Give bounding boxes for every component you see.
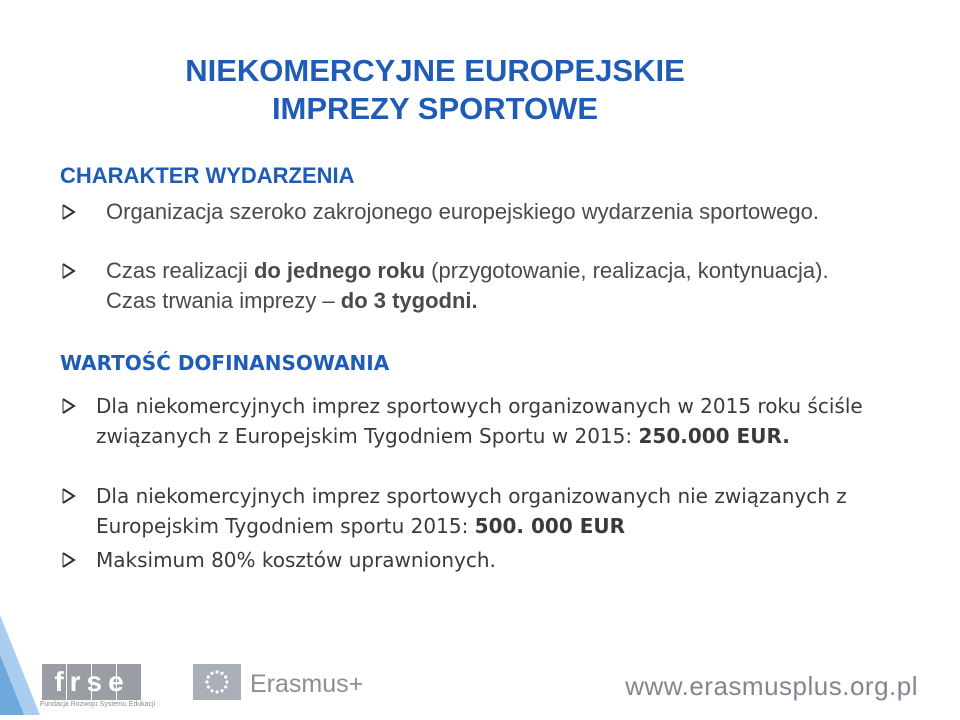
list-item-text: Maksimum 80% kosztów uprawnionych. [96, 548, 496, 572]
arrowhead-bullet-icon [60, 391, 80, 421]
website-url: www.erasmusplus.org.pl [625, 671, 918, 701]
list-item [60, 256, 876, 316]
arrowhead-bullet-icon [60, 481, 80, 511]
list-item [60, 481, 946, 541]
list-item-text: Organizacja szeroko zakrojonego europejskiego wydarzenia sportowego. [106, 199, 819, 224]
list-item-text: Dla niekomercyjnych imprez sportowych organizowanych w 2015 roku ściśle związanych z Europejskim Tygodniem Sportu w 2015: 250.000 EUR. [96, 394, 863, 448]
svg-text:frse: frse [54, 666, 130, 697]
list-item-text: Dla niekomercyjnych imprez sportowych organizowanych nie związanych z Europejskim Tygodniem sportu 2015: 500. 000 EUR [96, 484, 847, 538]
erasmus-plus-label: Erasmus+ [250, 670, 364, 698]
slide-title-line-2: IMPREZY SPORTOWE [271, 91, 599, 126]
slide-title [0, 52, 870, 128]
eu-flag-icon [193, 664, 241, 700]
section-heading-wartosc: WARTOŚĆ DOFINANSOWANIA [60, 351, 390, 375]
list-item-text: Czas realizacji do jednego roku (przygotowanie, realizacja, kontynuacja). Czas trwania imprezy – do 3 tygodni. [106, 258, 829, 313]
arrowhead-bullet-icon [60, 197, 80, 227]
arrowhead-bullet-icon [60, 545, 80, 575]
slide-title-line-1: NIEKOMERCYJNE EUROPEJSKIE [185, 53, 685, 88]
list-item [60, 391, 946, 451]
list-item [60, 545, 946, 575]
frse-subtitle: Fundacja Rozwoju Systemu Edukacji [40, 701, 156, 708]
section-heading-charakter: CHARAKTER WYDARZENIA [60, 163, 355, 188]
list-item [60, 197, 876, 227]
arrowhead-bullet-icon [60, 256, 80, 286]
frse-logo [42, 664, 142, 700]
